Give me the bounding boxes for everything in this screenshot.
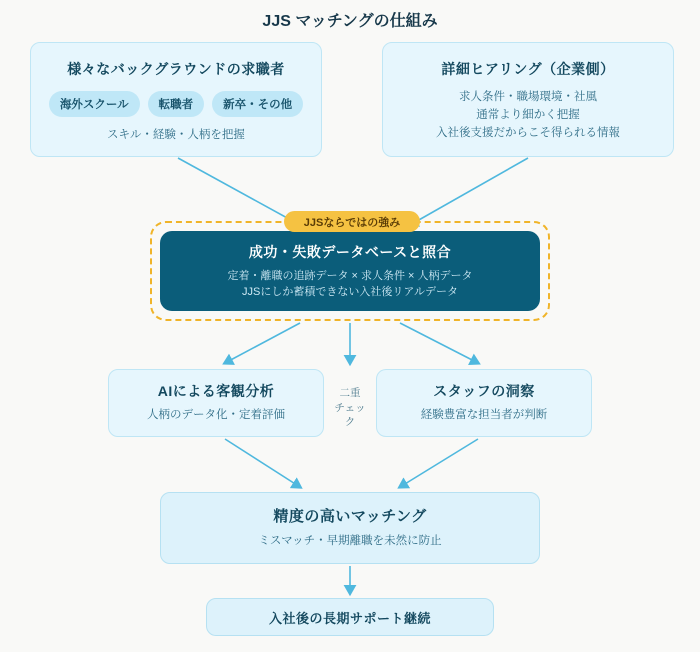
- node-hearing-sub-3: 入社後支援だからこそ得られる情報: [436, 126, 620, 139]
- chip-new-grad-other: 新卒・その他: [212, 91, 303, 117]
- node-database-sub-2: JJSにしか蓄積できない入社後リアルデータ: [242, 286, 458, 298]
- label-double-check-line1: 二重: [339, 387, 361, 399]
- page-title: JJS マッチングの仕組み: [262, 13, 438, 30]
- status-badge-strength: JJSならではの強み: [284, 211, 420, 232]
- node-ai-analysis-sub: 人柄のデータ化・定着評価: [147, 409, 285, 422]
- node-ai-analysis-title: AIによる客観分析: [157, 383, 275, 400]
- node-support-title: 入社後の長期サポート継続: [268, 610, 431, 626]
- node-hearing: [382, 42, 674, 157]
- node-support: [206, 598, 494, 636]
- node-candidates-title: 様々なバックグラウンドの求職者: [67, 61, 285, 77]
- label-double-check: [330, 386, 370, 430]
- node-candidates-sub: スキル・経験・人柄を把握: [107, 129, 245, 141]
- node-staff-insight-sub: 経験豊富な担当者が判断: [420, 409, 548, 422]
- node-candidates: [30, 42, 322, 157]
- node-database-sub-1: 定着・離職の追跡データ × 求人条件 × 人柄データ: [227, 269, 473, 282]
- node-hearing-sub-2: 通常より細かく把握: [476, 108, 580, 121]
- label-double-check-line2: チェック: [334, 401, 366, 429]
- chip-career-changer: 転職者: [148, 91, 205, 117]
- node-matching-sub: ミスマッチ・早期離職を未然に防止: [258, 535, 442, 548]
- node-matching-title: 精度の高いマッチング: [273, 508, 427, 526]
- candidate-chip-group: [49, 91, 303, 117]
- node-matching: [160, 492, 540, 564]
- node-staff-insight-title: スタッフの洞察: [433, 383, 535, 400]
- node-staff-insight: [376, 369, 592, 437]
- node-hearing-title: 詳細ヒアリング（企業側）: [441, 61, 615, 77]
- node-ai-analysis: [108, 369, 324, 437]
- node-hearing-sub-1: 求人条件・職場環境・社風: [459, 91, 597, 103]
- node-database: [160, 231, 540, 311]
- node-database-title: 成功・失敗データベースと照合: [248, 243, 452, 260]
- chip-overseas-school: 海外スクール: [49, 91, 140, 117]
